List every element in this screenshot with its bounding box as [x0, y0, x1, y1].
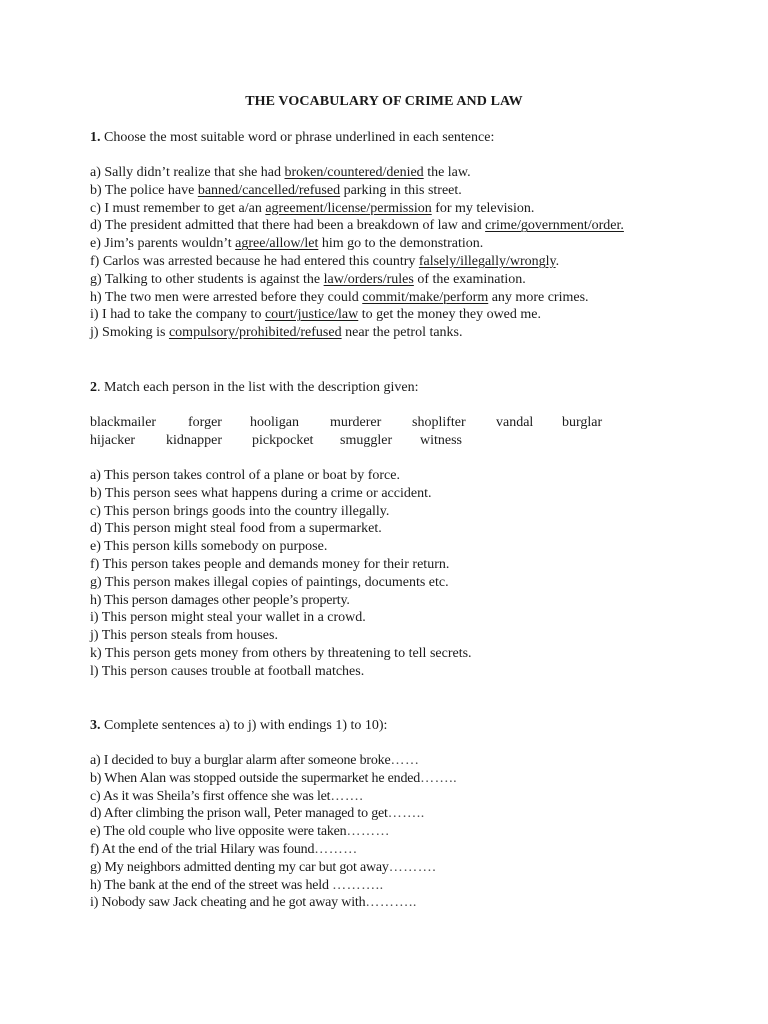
word-bank-word: witness	[420, 432, 462, 448]
item-text: b) When Alan was stopped outside the supermarket he ended	[90, 770, 421, 786]
word-bank	[90, 414, 730, 450]
word-bank-word: hijacker	[90, 432, 136, 448]
section-2	[90, 379, 730, 397]
word-bank-word: murderer	[330, 415, 382, 430]
list-item	[90, 324, 730, 342]
item-text: d) After climbing the prison wall, Peter managed to get	[90, 806, 388, 822]
item-text: any more crimes.	[488, 289, 589, 305]
list-item	[90, 805, 730, 823]
section-instruction: . Match each person in the list with the description given:	[97, 380, 419, 395]
section-3-heading	[90, 717, 730, 735]
item-text: h) The two men were arrested before they could	[90, 289, 363, 305]
section-number: 2	[90, 380, 97, 395]
section-number: 3.	[90, 718, 101, 733]
word-bank-word: hooligan	[250, 415, 299, 430]
item-text: a) Sally didn’t realize that she had	[90, 165, 285, 180]
list-item	[90, 859, 730, 877]
item-text: i) Nobody saw Jack cheating and he got away with	[90, 895, 366, 911]
list-item	[90, 182, 730, 200]
item-text: d) The president admitted that there had been a breakdown of law and	[90, 218, 486, 234]
section-1	[90, 129, 730, 147]
word-bank-row-2	[90, 432, 730, 450]
list-item	[90, 235, 730, 253]
section-1-items	[90, 164, 730, 342]
list-item: f) This person takes people and demands money for their return.	[90, 556, 450, 572]
item-text: f) At the end of the trial Hilary was found	[90, 841, 315, 857]
word-bank-word: smuggler	[340, 432, 393, 448]
word-bank-word: pickpocket	[252, 432, 314, 448]
blank-dots: ……..	[420, 770, 458, 786]
underlined-options: commit/make/perform	[362, 289, 489, 305]
item-text: b) The police have	[90, 182, 198, 198]
blank-dots: ……..	[387, 806, 425, 822]
list-item	[90, 788, 730, 806]
blank-dots: ………	[314, 841, 358, 857]
list-item	[90, 770, 730, 788]
list-item: g) This person makes illegal copies of paintings, documents etc.	[90, 574, 449, 590]
underlined-options: court/justice/law	[264, 307, 359, 323]
section-3	[90, 717, 730, 735]
underlined-options: broken/countered/denied	[284, 165, 424, 180]
list-item: i) This person might steal your wallet in a crowd.	[90, 610, 366, 626]
underlined-options: law/orders/rules	[323, 271, 414, 287]
blank-dots: ……….	[388, 859, 437, 875]
word-bank-row-1	[90, 414, 730, 432]
item-text: j) Smoking is	[90, 325, 169, 341]
word-bank-word: forger	[188, 415, 222, 430]
list-item	[90, 164, 730, 182]
underlined-options: agree/allow/let	[235, 236, 319, 252]
item-text: g) My neighbors admitted denting my car but got away	[90, 859, 389, 875]
section-instruction: Choose the most suitable word or phrase underlined in each sentence:	[100, 130, 495, 145]
item-text: h) The bank at the end of the street was held	[90, 877, 333, 893]
blank-dots: ………	[346, 824, 390, 840]
list-item: h) This person damages other people’s property.	[90, 592, 350, 608]
item-text: f) Carlos was arrested because he had entered this country	[90, 253, 419, 269]
blank-dots: …….	[330, 788, 364, 804]
section-instruction: Complete sentences a) to j) with endings 1) to 10):	[100, 718, 388, 733]
item-text: to get the money they owed me.	[358, 307, 541, 323]
word-bank-word: kidnapper	[166, 432, 222, 448]
word-bank-word: vandal	[496, 415, 534, 430]
list-item	[90, 253, 730, 271]
list-item	[90, 752, 730, 770]
list-item	[90, 877, 730, 895]
word-bank-word: shoplifter	[412, 415, 466, 430]
underlined-options: banned/cancelled/refused	[197, 182, 341, 198]
blank-dots: ……	[390, 753, 420, 768]
section-1-heading	[90, 129, 730, 147]
list-item: b) This person sees what happens during a crime or accident.	[90, 485, 432, 501]
word-bank-word: burglar	[562, 415, 603, 430]
item-text: e) The old couple who live opposite were taken	[90, 824, 347, 840]
item-text: a) I decided to buy a burglar alarm after someone broke	[90, 753, 391, 768]
item-text: i) I had to take the company to	[90, 307, 265, 323]
item-text: of the examination.	[413, 271, 526, 287]
item-text: near the petrol tanks.	[341, 325, 463, 341]
item-text: c) I must remember to get a/an	[90, 200, 266, 216]
word-bank-word: blackmailer	[90, 415, 157, 430]
item-text: for my television.	[431, 200, 535, 216]
blank-dots: ………..	[365, 895, 417, 911]
list-item	[90, 217, 730, 235]
section-3-items	[90, 752, 730, 912]
underlined-options: compulsory/prohibited/refused	[168, 325, 342, 341]
list-item: j) This person steals from houses.	[90, 628, 278, 644]
list-item: e) This person kills somebody on purpose.	[90, 539, 328, 555]
list-item	[90, 823, 730, 841]
item-text: him go to the demonstration.	[318, 236, 484, 252]
list-item	[90, 894, 730, 912]
list-item: k) This person gets money from others by threatening to tell secrets.	[90, 645, 472, 661]
section-2-heading	[90, 379, 730, 397]
section-2-items	[90, 467, 730, 681]
list-item	[90, 200, 730, 218]
underlined-options: falsely/illegally/wrongly	[418, 253, 556, 269]
list-item: c) This person brings goods into the country illegally.	[90, 503, 390, 519]
list-item: l) This person causes trouble at football matches.	[90, 663, 365, 679]
underlined-options: agreement/license/permission	[265, 200, 432, 216]
item-text: parking in this street.	[340, 182, 462, 198]
page-title: THE VOCABULARY OF CRIME AND LAW	[245, 94, 523, 109]
underlined-options: crime/government/order.	[485, 218, 624, 234]
list-item	[90, 841, 730, 859]
blank-dots: ………..	[332, 877, 384, 893]
item-text: e) Jim’s parents wouldn’t	[90, 236, 236, 252]
list-item	[90, 289, 730, 307]
list-item	[90, 306, 730, 324]
item-text: the law.	[423, 165, 471, 180]
item-text: c) As it was Sheila’s first offence she was let	[90, 788, 331, 804]
list-item	[90, 271, 730, 289]
list-item: a) This person takes control of a plane or boat by force.	[90, 468, 400, 483]
section-number: 1.	[90, 130, 101, 145]
item-text: g) Talking to other students is against the	[90, 271, 324, 287]
item-text: .	[555, 253, 560, 269]
list-item: d) This person might steal food from a supermarket.	[90, 521, 382, 537]
